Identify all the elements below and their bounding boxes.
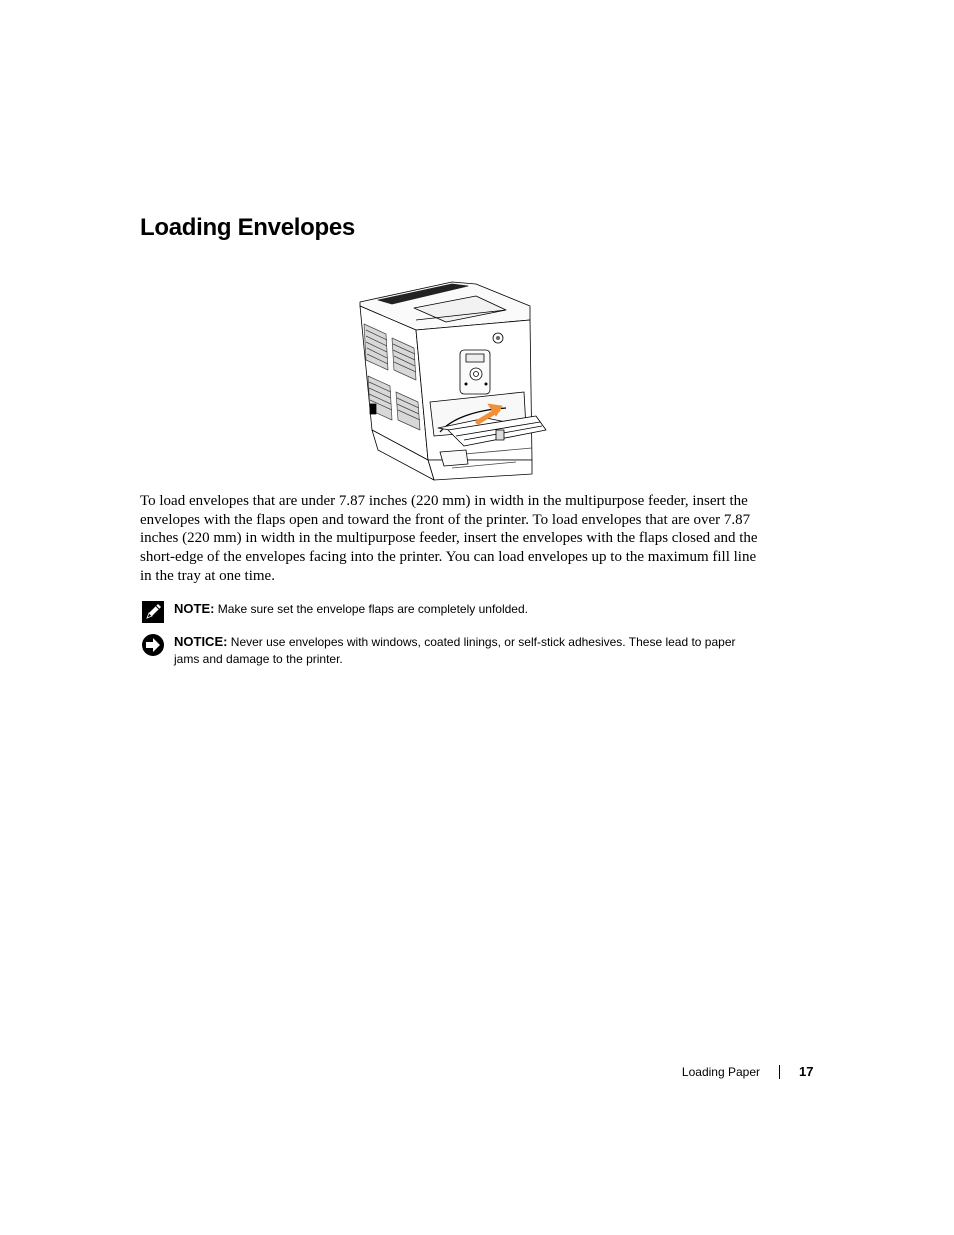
arrow-circle-icon <box>140 633 166 657</box>
footer-section-title: Loading Paper <box>681 1065 760 1079</box>
note-label: NOTE: <box>174 601 215 616</box>
footer-separator <box>779 1065 780 1079</box>
page-footer <box>640 1063 820 1083</box>
note-text <box>174 600 744 618</box>
note-body: Make sure set the envelope flaps are completely unfolded. <box>214 602 528 616</box>
page-heading: Loading Envelopes <box>140 214 355 241</box>
body-paragraph: To load envelopes that are under 7.87 inches (220 mm) in width in the multipurpose feeder, insert the envelopes with the flaps open and toward the front of the printer. To load envelopes that are over 7.87 inches (220 mm) in width in the multipurpose feeder, insert the envelopes with the flaps closed and the short-edge of the envelopes facing into the printer. You can load envelopes up to the maximum fill line in the tray at one time. <box>140 493 758 584</box>
page-number: 17 <box>799 1064 814 1079</box>
printer-illustration <box>356 280 548 484</box>
notice-label: NOTICE: <box>174 634 228 649</box>
pencil-note-icon <box>140 600 166 624</box>
notice-text <box>174 633 744 668</box>
notice-body: Never use envelopes with windows, coated linings, or self-stick adhesives. These lead to paper jams and damage to the printer. <box>174 635 736 666</box>
